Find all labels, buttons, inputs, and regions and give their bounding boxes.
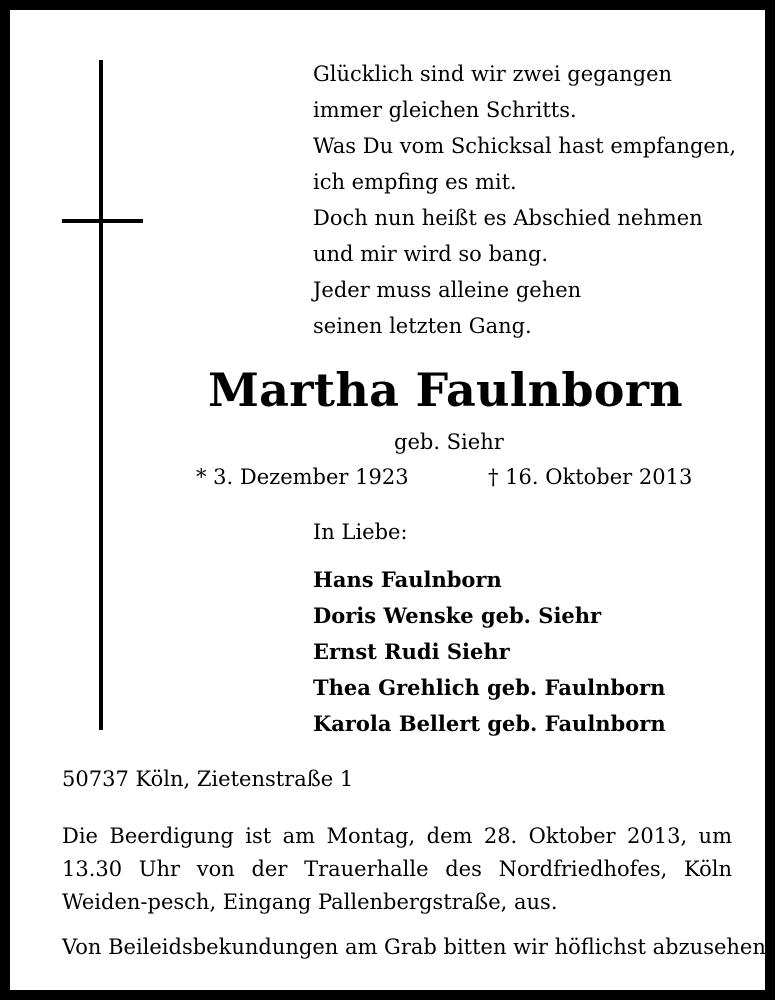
mourner-name: Hans Faulnborn xyxy=(313,567,502,592)
mourner-name: Karola Bellert geb. Faulnborn xyxy=(313,711,666,736)
condolence-notice: Von Beileidsbekundungen am Grab bitten wir höflichst abzusehen. xyxy=(62,935,773,959)
mourner-name: Ernst Rudi Siehr xyxy=(313,639,510,664)
poem-line: Glücklich sind wir zwei gegangen xyxy=(313,62,673,86)
funeral-notice: Die Beerdigung ist am Montag, dem 28. Oktober 2013, um 13.30 Uhr von der Trauerhalle des Nordfriedhofes, Köln Weiden-pesch, Eingang Pallenbergstraße, aus. xyxy=(62,824,732,914)
mourner-name: Doris Wenske geb. Siehr xyxy=(313,603,602,628)
cross-symbol-horizontal xyxy=(62,219,143,223)
poem-line: seinen letzten Gang. xyxy=(313,314,532,338)
poem-line: Was Du vom Schicksal hast empfangen, xyxy=(313,134,737,158)
poem-line: Doch nun heißt es Abschied nehmen xyxy=(313,206,703,230)
poem-line: Jeder muss alleine gehen xyxy=(313,278,582,302)
address: 50737 Köln, Zietenstraße 1 xyxy=(62,767,354,791)
poem-line: ich empfing es mit. xyxy=(313,170,517,194)
death-date: † 16. Oktober 2013 xyxy=(488,465,693,489)
mourners-list xyxy=(313,562,666,742)
deceased-name: Martha Faulnborn xyxy=(207,363,684,417)
birth-date: * 3. Dezember 1923 xyxy=(196,465,409,489)
deceased-maiden-name: geb. Siehr xyxy=(394,430,504,454)
mourners-intro: In Liebe: xyxy=(313,520,408,544)
poem-line: immer gleichen Schritts. xyxy=(313,98,577,122)
poem-line: und mir wird so bang. xyxy=(313,242,549,266)
mourner-name: Thea Grehlich geb. Faulnborn xyxy=(313,675,666,700)
poem xyxy=(313,56,736,344)
